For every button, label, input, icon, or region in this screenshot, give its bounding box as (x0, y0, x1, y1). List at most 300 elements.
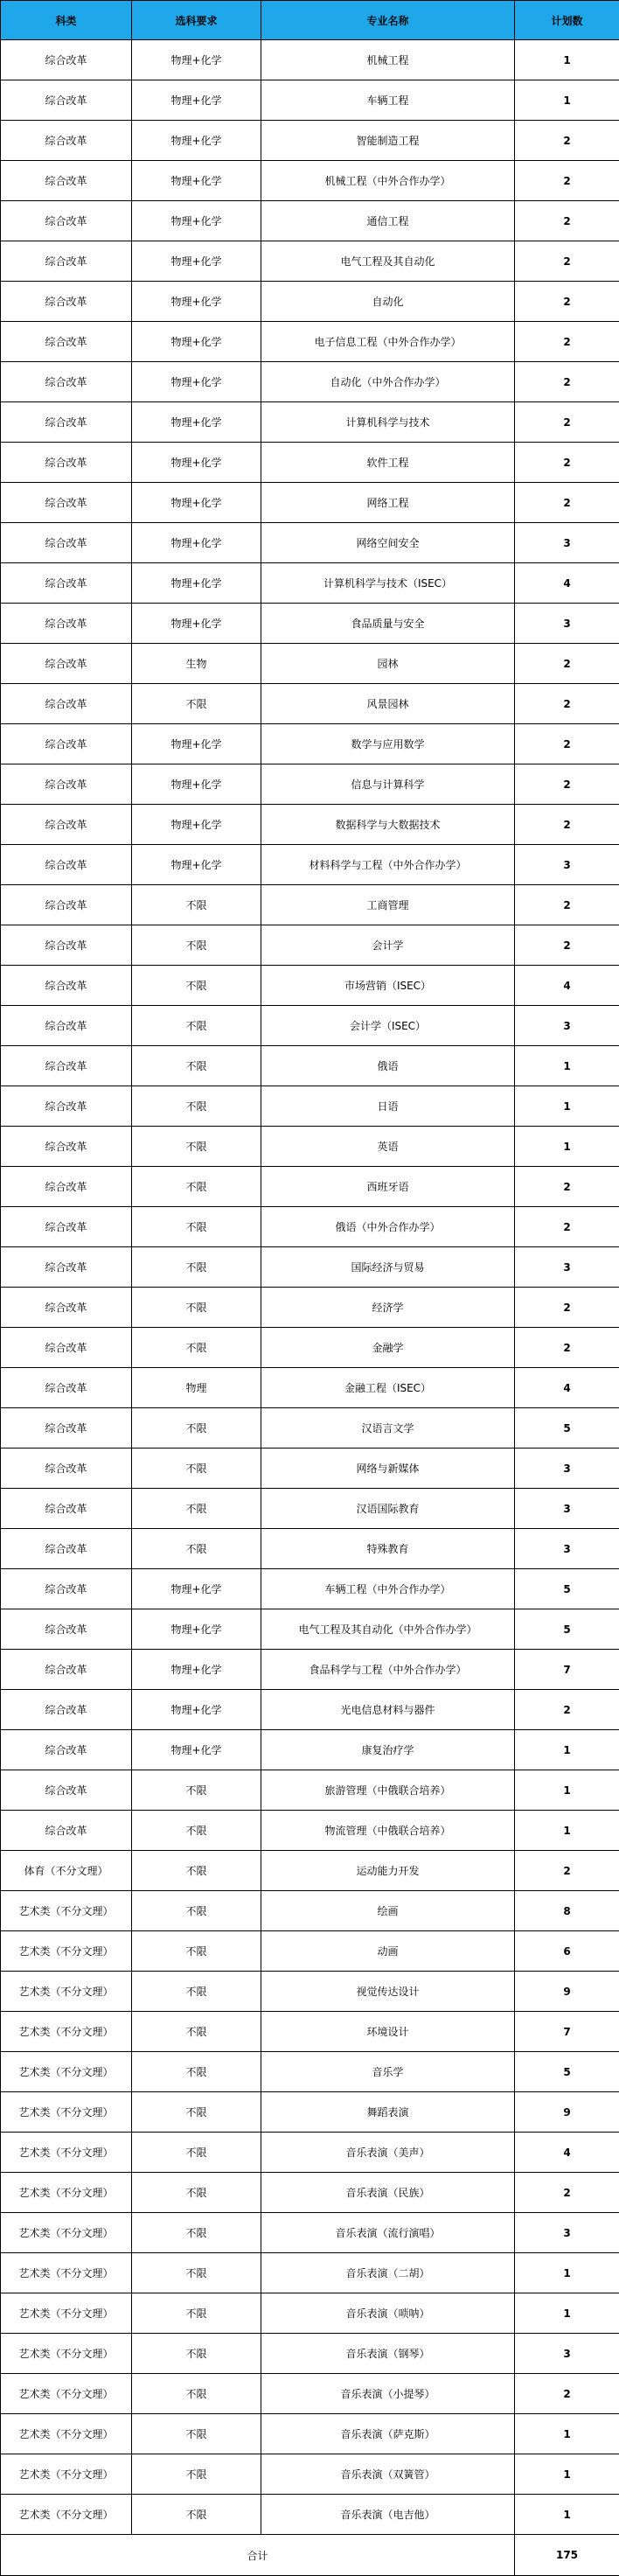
cell-major-name: 市场营销（ISEC） (261, 966, 515, 1006)
cell-subject-requirement: 不限 (132, 2454, 261, 2495)
cell-major-name: 车辆工程（中外合作办学） (261, 1569, 515, 1609)
cell-category: 综合改革 (1, 523, 132, 563)
cell-subject-requirement: 物理+化学 (132, 604, 261, 644)
cell-quota: 1 (515, 1086, 619, 1127)
cell-category: 综合改革 (1, 1489, 132, 1529)
cell-subject-requirement: 不限 (132, 684, 261, 724)
cell-quota: 1 (515, 80, 619, 121)
cell-category: 综合改革 (1, 402, 132, 443)
cell-quota: 2 (515, 322, 619, 362)
table-row (1, 1569, 619, 1609)
cell-category: 综合改革 (1, 805, 132, 845)
table-row (1, 1288, 619, 1328)
cell-category: 综合改革 (1, 1006, 132, 1046)
cell-major-name: 风景园林 (261, 684, 515, 724)
cell-subject-requirement: 不限 (132, 2495, 261, 2535)
cell-subject-requirement: 物理+化学 (132, 322, 261, 362)
total-value: 175 (515, 2535, 619, 2576)
cell-subject-requirement: 不限 (132, 1529, 261, 1569)
cell-quota: 7 (515, 1650, 619, 1690)
cell-category: 综合改革 (1, 1207, 132, 1247)
cell-quota: 2 (515, 1690, 619, 1730)
cell-major-name: 音乐表演（唢呐） (261, 2293, 515, 2334)
cell-major-name: 通信工程 (261, 201, 515, 241)
cell-major-name: 电子信息工程（中外合作办学） (261, 322, 515, 362)
table-row (1, 724, 619, 764)
table-row (1, 1368, 619, 1408)
cell-major-name: 网络空间安全 (261, 523, 515, 563)
table-row (1, 241, 619, 282)
cell-quota: 2 (515, 1207, 619, 1247)
cell-category: 综合改革 (1, 724, 132, 764)
table-row (1, 2293, 619, 2334)
cell-subject-requirement: 物理+化学 (132, 161, 261, 201)
cell-major-name: 经济学 (261, 1288, 515, 1328)
cell-quota: 1 (515, 1046, 619, 1086)
cell-major-name: 音乐表演（钢琴） (261, 2334, 515, 2374)
cell-quota: 2 (515, 1851, 619, 1891)
cell-subject-requirement: 物理+化学 (132, 1569, 261, 1609)
cell-quota: 2 (515, 885, 619, 925)
table-row (1, 2173, 619, 2213)
cell-category: 综合改革 (1, 1127, 132, 1167)
cell-subject-requirement: 不限 (132, 2173, 261, 2213)
table-row (1, 2213, 619, 2253)
cell-quota: 5 (515, 1408, 619, 1449)
cell-category: 综合改革 (1, 483, 132, 523)
header-row (1, 1, 619, 40)
table-row (1, 121, 619, 161)
cell-category: 综合改革 (1, 885, 132, 925)
cell-quota: 4 (515, 563, 619, 604)
cell-quota: 2 (515, 684, 619, 724)
table-row (1, 1086, 619, 1127)
cell-category: 综合改革 (1, 604, 132, 644)
cell-category: 综合改革 (1, 443, 132, 483)
cell-quota: 2 (515, 724, 619, 764)
cell-major-name: 音乐学 (261, 2052, 515, 2092)
cell-major-name: 光电信息材料与器件 (261, 1690, 515, 1730)
table-header (1, 1, 619, 40)
table-row (1, 1006, 619, 1046)
cell-major-name: 物流管理（中俄联合培养） (261, 1811, 515, 1851)
cell-quota: 1 (515, 1770, 619, 1811)
table-row (1, 2454, 619, 2495)
cell-quota: 2 (515, 2173, 619, 2213)
table-row (1, 1690, 619, 1730)
cell-major-name: 日语 (261, 1086, 515, 1127)
cell-subject-requirement: 物理+化学 (132, 1690, 261, 1730)
cell-major-name: 音乐表演（萨克斯） (261, 2414, 515, 2454)
header-quota: 计划数 (515, 1, 619, 40)
cell-major-name: 网络与新媒体 (261, 1449, 515, 1489)
cell-category: 艺术类（不分文理） (1, 2495, 132, 2535)
table-row (1, 1972, 619, 2012)
cell-major-name: 金融学 (261, 1328, 515, 1368)
cell-subject-requirement: 物理+化学 (132, 563, 261, 604)
cell-quota: 3 (515, 2334, 619, 2374)
cell-major-name: 环境设计 (261, 2012, 515, 2052)
cell-major-name: 音乐表演（双簧管） (261, 2454, 515, 2495)
cell-subject-requirement: 不限 (132, 1449, 261, 1489)
cell-category: 综合改革 (1, 1690, 132, 1730)
cell-subject-requirement: 物理+化学 (132, 443, 261, 483)
cell-quota: 9 (515, 2092, 619, 2133)
cell-subject-requirement: 不限 (132, 2414, 261, 2454)
cell-quota: 1 (515, 2414, 619, 2454)
cell-subject-requirement: 不限 (132, 1288, 261, 1328)
header-major-name: 专业名称 (261, 1, 515, 40)
cell-category: 综合改革 (1, 1650, 132, 1690)
cell-major-name: 俄语（中外合作办学） (261, 1207, 515, 1247)
cell-subject-requirement: 物理+化学 (132, 201, 261, 241)
table-row (1, 805, 619, 845)
table-row (1, 40, 619, 80)
cell-category: 综合改革 (1, 1247, 132, 1288)
cell-major-name: 舞蹈表演 (261, 2092, 515, 2133)
cell-major-name: 会计学（ISEC） (261, 1006, 515, 1046)
cell-quota: 2 (515, 443, 619, 483)
cell-subject-requirement: 物理+化学 (132, 241, 261, 282)
cell-subject-requirement: 物理+化学 (132, 523, 261, 563)
cell-quota: 3 (515, 1529, 619, 1569)
cell-major-name: 智能制造工程 (261, 121, 515, 161)
cell-subject-requirement: 不限 (132, 1006, 261, 1046)
cell-quota: 2 (515, 201, 619, 241)
cell-subject-requirement: 物理+化学 (132, 402, 261, 443)
cell-quota: 1 (515, 1811, 619, 1851)
cell-quota: 2 (515, 121, 619, 161)
cell-subject-requirement: 物理+化学 (132, 845, 261, 885)
cell-category: 艺术类（不分文理） (1, 2454, 132, 2495)
cell-category: 艺术类（不分文理） (1, 2213, 132, 2253)
cell-major-name: 俄语 (261, 1046, 515, 1086)
table-row (1, 1931, 619, 1972)
cell-subject-requirement: 不限 (132, 1408, 261, 1449)
cell-quota: 4 (515, 2133, 619, 2173)
cell-category: 综合改革 (1, 80, 132, 121)
table-row (1, 161, 619, 201)
cell-category: 综合改革 (1, 684, 132, 724)
cell-quota: 8 (515, 1891, 619, 1931)
cell-quota: 3 (515, 604, 619, 644)
cell-category: 综合改革 (1, 764, 132, 805)
cell-quota: 2 (515, 644, 619, 684)
cell-category: 综合改革 (1, 1609, 132, 1650)
table-row (1, 523, 619, 563)
cell-subject-requirement: 不限 (132, 1972, 261, 2012)
cell-major-name: 电气工程及其自动化 (261, 241, 515, 282)
cell-major-name: 车辆工程 (261, 80, 515, 121)
table-row (1, 282, 619, 322)
cell-quota: 2 (515, 805, 619, 845)
cell-major-name: 运动能力开发 (261, 1851, 515, 1891)
cell-subject-requirement: 不限 (132, 1127, 261, 1167)
table-row (1, 845, 619, 885)
cell-major-name: 汉语言文学 (261, 1408, 515, 1449)
cell-major-name: 特殊教育 (261, 1529, 515, 1569)
cell-quota: 2 (515, 2374, 619, 2414)
table-row (1, 322, 619, 362)
table-row (1, 1046, 619, 1086)
cell-category: 综合改革 (1, 563, 132, 604)
cell-quota: 2 (515, 1167, 619, 1207)
cell-major-name: 音乐表演（流行演唱） (261, 2213, 515, 2253)
cell-major-name: 旅游管理（中俄联合培养） (261, 1770, 515, 1811)
cell-quota: 3 (515, 1489, 619, 1529)
table-row (1, 1891, 619, 1931)
cell-category: 艺术类（不分文理） (1, 2334, 132, 2374)
cell-category: 艺术类（不分文理） (1, 2293, 132, 2334)
cell-subject-requirement: 物理+化学 (132, 282, 261, 322)
table-row (1, 1770, 619, 1811)
table-row (1, 2495, 619, 2535)
cell-quota: 2 (515, 402, 619, 443)
table-body (1, 40, 619, 2535)
cell-category: 综合改革 (1, 1328, 132, 1368)
table-row (1, 604, 619, 644)
cell-major-name: 国际经济与贸易 (261, 1247, 515, 1288)
cell-quota: 3 (515, 1449, 619, 1489)
cell-subject-requirement: 不限 (132, 2253, 261, 2293)
cell-category: 综合改革 (1, 282, 132, 322)
table-row (1, 80, 619, 121)
cell-category: 综合改革 (1, 161, 132, 201)
cell-category: 艺术类（不分文理） (1, 2012, 132, 2052)
table-row (1, 1650, 619, 1690)
table-row (1, 2374, 619, 2414)
table-row (1, 1127, 619, 1167)
cell-category: 综合改革 (1, 1449, 132, 1489)
cell-category: 综合改革 (1, 40, 132, 80)
cell-major-name: 英语 (261, 1127, 515, 1167)
cell-major-name: 软件工程 (261, 443, 515, 483)
cell-quota: 7 (515, 2012, 619, 2052)
cell-major-name: 视觉传达设计 (261, 1972, 515, 2012)
cell-subject-requirement: 不限 (132, 2334, 261, 2374)
cell-category: 艺术类（不分文理） (1, 2253, 132, 2293)
cell-quota: 3 (515, 1006, 619, 1046)
table-row (1, 2414, 619, 2454)
cell-category: 综合改革 (1, 1046, 132, 1086)
table-row (1, 644, 619, 684)
cell-subject-requirement: 物理+化学 (132, 40, 261, 80)
cell-category: 综合改革 (1, 1086, 132, 1127)
cell-major-name: 机械工程（中外合作办学） (261, 161, 515, 201)
table-footer (1, 2535, 619, 2576)
cell-quota: 2 (515, 483, 619, 523)
cell-quota: 3 (515, 2213, 619, 2253)
cell-subject-requirement: 不限 (132, 2092, 261, 2133)
table-row (1, 764, 619, 805)
cell-quota: 1 (515, 40, 619, 80)
table-row (1, 1449, 619, 1489)
cell-quota: 1 (515, 2495, 619, 2535)
cell-major-name: 康复治疗学 (261, 1730, 515, 1770)
table-row (1, 684, 619, 724)
cell-major-name: 金融工程（ISEC） (261, 1368, 515, 1408)
cell-major-name: 电气工程及其自动化（中外合作办学） (261, 1609, 515, 1650)
cell-quota: 2 (515, 241, 619, 282)
cell-subject-requirement: 物理+化学 (132, 1609, 261, 1650)
cell-subject-requirement: 物理+化学 (132, 121, 261, 161)
cell-quota: 2 (515, 161, 619, 201)
cell-quota: 1 (515, 1127, 619, 1167)
cell-quota: 5 (515, 1569, 619, 1609)
cell-quota: 1 (515, 1730, 619, 1770)
table-row (1, 201, 619, 241)
table-row (1, 2253, 619, 2293)
cell-category: 综合改革 (1, 241, 132, 282)
cell-category: 综合改革 (1, 1167, 132, 1207)
table-row (1, 1167, 619, 1207)
cell-subject-requirement: 不限 (132, 2133, 261, 2173)
cell-quota: 3 (515, 845, 619, 885)
cell-major-name: 机械工程 (261, 40, 515, 80)
header-category: 科类 (1, 1, 132, 40)
cell-quota: 2 (515, 1288, 619, 1328)
cell-major-name: 音乐表演（民族） (261, 2173, 515, 2213)
table-row (1, 563, 619, 604)
cell-category: 综合改革 (1, 1770, 132, 1811)
cell-category: 艺术类（不分文理） (1, 1972, 132, 2012)
cell-category: 综合改革 (1, 362, 132, 402)
table-row (1, 1207, 619, 1247)
cell-quota: 4 (515, 966, 619, 1006)
cell-quota: 4 (515, 1368, 619, 1408)
cell-category: 综合改革 (1, 845, 132, 885)
cell-subject-requirement: 不限 (132, 2052, 261, 2092)
cell-quota: 2 (515, 925, 619, 966)
table-row (1, 2092, 619, 2133)
cell-subject-requirement: 不限 (132, 1770, 261, 1811)
cell-subject-requirement: 不限 (132, 2213, 261, 2253)
cell-subject-requirement: 生物 (132, 644, 261, 684)
cell-category: 综合改革 (1, 121, 132, 161)
cell-subject-requirement: 物理+化学 (132, 724, 261, 764)
cell-major-name: 动画 (261, 1931, 515, 1972)
cell-major-name: 计算机科学与技术 (261, 402, 515, 443)
cell-subject-requirement: 物理+化学 (132, 80, 261, 121)
cell-major-name: 音乐表演（电吉他） (261, 2495, 515, 2535)
table-row (1, 1811, 619, 1851)
cell-major-name: 音乐表演（二胡） (261, 2253, 515, 2293)
cell-subject-requirement: 不限 (132, 1247, 261, 1288)
cell-major-name: 园林 (261, 644, 515, 684)
table-row (1, 1529, 619, 1569)
cell-major-name: 数据科学与大数据技术 (261, 805, 515, 845)
cell-subject-requirement: 物理 (132, 1368, 261, 1408)
cell-major-name: 汉语国际教育 (261, 1489, 515, 1529)
cell-major-name: 会计学 (261, 925, 515, 966)
cell-quota: 6 (515, 1931, 619, 1972)
cell-subject-requirement: 不限 (132, 1046, 261, 1086)
cell-subject-requirement: 不限 (132, 2293, 261, 2334)
cell-category: 艺术类（不分文理） (1, 2173, 132, 2213)
cell-major-name: 工商管理 (261, 885, 515, 925)
cell-quota: 2 (515, 1328, 619, 1368)
table-row (1, 443, 619, 483)
cell-subject-requirement: 不限 (132, 1328, 261, 1368)
cell-major-name: 西班牙语 (261, 1167, 515, 1207)
table-row (1, 1489, 619, 1529)
cell-subject-requirement: 不限 (132, 1489, 261, 1529)
cell-category: 体育（不分文理） (1, 1851, 132, 1891)
cell-category: 综合改革 (1, 1569, 132, 1609)
cell-subject-requirement: 物理+化学 (132, 1730, 261, 1770)
cell-quota: 3 (515, 523, 619, 563)
cell-quota: 2 (515, 362, 619, 402)
cell-subject-requirement: 不限 (132, 966, 261, 1006)
cell-category: 艺术类（不分文理） (1, 1931, 132, 1972)
table-row (1, 2052, 619, 2092)
total-label: 合计 (1, 2535, 515, 2576)
header-subject-requirement: 选科要求 (132, 1, 261, 40)
table-row (1, 402, 619, 443)
cell-category: 艺术类（不分文理） (1, 2414, 132, 2454)
cell-major-name: 自动化 (261, 282, 515, 322)
cell-category: 艺术类（不分文理） (1, 2374, 132, 2414)
cell-subject-requirement: 物理+化学 (132, 483, 261, 523)
cell-quota: 1 (515, 2253, 619, 2293)
cell-category: 综合改革 (1, 1529, 132, 1569)
cell-category: 艺术类（不分文理） (1, 2092, 132, 2133)
cell-major-name: 音乐表演（美声） (261, 2133, 515, 2173)
cell-category: 综合改革 (1, 925, 132, 966)
cell-category: 艺术类（不分文理） (1, 1891, 132, 1931)
cell-subject-requirement: 不限 (132, 2012, 261, 2052)
cell-major-name: 自动化（中外合作办学） (261, 362, 515, 402)
cell-subject-requirement: 不限 (132, 1207, 261, 1247)
cell-subject-requirement: 物理+化学 (132, 764, 261, 805)
table-row (1, 885, 619, 925)
cell-subject-requirement: 物理+化学 (132, 1650, 261, 1690)
table-row (1, 1609, 619, 1650)
cell-major-name: 食品质量与安全 (261, 604, 515, 644)
cell-category: 综合改革 (1, 966, 132, 1006)
cell-category: 综合改革 (1, 322, 132, 362)
cell-category: 综合改革 (1, 1811, 132, 1851)
cell-subject-requirement: 不限 (132, 885, 261, 925)
table-row (1, 2012, 619, 2052)
cell-quota: 2 (515, 764, 619, 805)
cell-subject-requirement: 不限 (132, 2374, 261, 2414)
cell-quota: 9 (515, 1972, 619, 2012)
cell-major-name: 信息与计算科学 (261, 764, 515, 805)
total-row (1, 2535, 619, 2576)
table-row (1, 1851, 619, 1891)
cell-subject-requirement: 不限 (132, 1086, 261, 1127)
cell-major-name: 材料科学与工程（中外合作办学） (261, 845, 515, 885)
table-row (1, 1408, 619, 1449)
cell-quota: 2 (515, 282, 619, 322)
table-row (1, 2133, 619, 2173)
cell-quota: 1 (515, 2454, 619, 2495)
table-row (1, 362, 619, 402)
table-row (1, 1328, 619, 1368)
cell-category: 综合改革 (1, 201, 132, 241)
cell-major-name: 计算机科学与技术（ISEC） (261, 563, 515, 604)
cell-category: 综合改革 (1, 644, 132, 684)
cell-category: 综合改革 (1, 1730, 132, 1770)
table-row (1, 2334, 619, 2374)
cell-subject-requirement: 物理+化学 (132, 362, 261, 402)
cell-quota: 3 (515, 1247, 619, 1288)
table-row (1, 1730, 619, 1770)
cell-subject-requirement: 不限 (132, 925, 261, 966)
cell-subject-requirement: 不限 (132, 1811, 261, 1851)
cell-major-name: 网络工程 (261, 483, 515, 523)
